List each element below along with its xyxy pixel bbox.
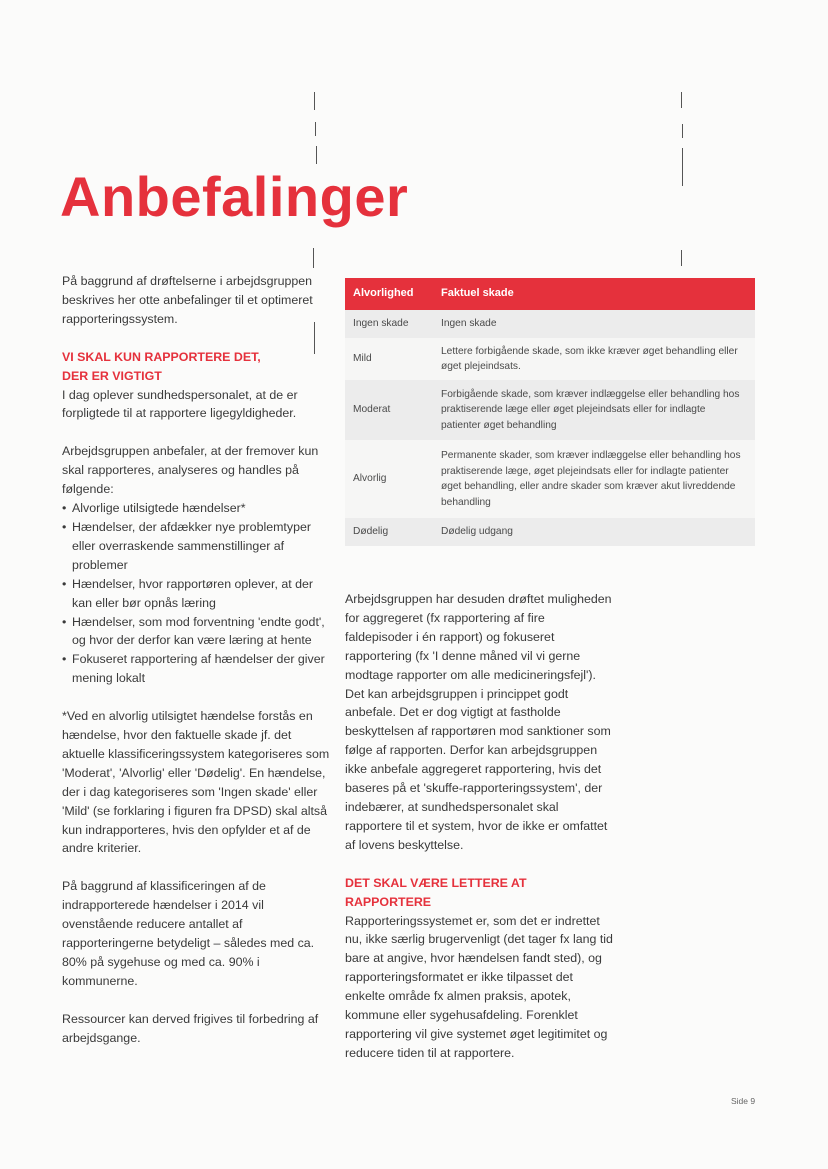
scan-line <box>681 92 682 108</box>
table-cell-description: Ingen skade <box>433 310 755 338</box>
criteria-list <box>62 499 330 688</box>
section-heading: DET SKAL VÆRE LETTERE AT RAPPORTERE <box>345 875 527 909</box>
table-cell-severity: Moderat <box>345 380 433 440</box>
table-cell-severity: Alvorlig <box>345 440 433 518</box>
table-cell-severity: Ingen skade <box>345 310 433 338</box>
paragraph: I dag oplever sundhedspersonalet, at de er forpligtede til at rapportere ligegyldigheder. <box>62 387 298 421</box>
scan-line <box>315 122 316 136</box>
scan-line <box>316 146 317 164</box>
page-title: Anbefalinger <box>60 165 409 228</box>
paragraph: På baggrund af klassificeringen af de indrapporterede hændelser i 2014 vil ovenstående reducere antallet af rapporteringerne betydeligt – således med ca. 80% på sygehuse og med ca. 90% i kommunerne. <box>62 879 315 988</box>
right-column <box>345 590 615 1082</box>
table-cell-severity: Dødelig <box>345 518 433 546</box>
footnote: *Ved en alvorlig utilsigtet hændelse forstås en hændelse, hvor den faktuelle skade jf. det aktuelle klassificeringssystem kategoriseres som 'Moderat', 'Alvorlig' eller 'Dødelig'. En hændelse, der i dag kategoriseres som 'Ingen skade' eller 'Mild' (se forklaring i figuren fra DPSD) skal altså kun indrapporteres, hvis den opfylder et af de andre kriterier. <box>62 709 330 856</box>
table-row <box>345 310 755 338</box>
table-header: Faktuel skade <box>433 278 755 310</box>
scan-line <box>313 248 314 268</box>
table-cell-description: Forbigående skade, som kræver indlæggelse eller behandling hos praktiserende læge eller øget plejeindsats eller for indlagte patienter øget behandling <box>433 380 755 440</box>
table-header: Alvorlighed <box>345 278 433 310</box>
scan-line <box>682 148 683 186</box>
scan-line <box>314 92 315 110</box>
section-heading-line-2: DER ER VIGTIGT <box>62 368 162 383</box>
scan-line <box>682 124 683 138</box>
table-row <box>345 440 755 518</box>
table-row <box>345 380 755 440</box>
table-row <box>345 338 755 380</box>
table-cell-description: Lettere forbigående skade, som ikke kræver øget behandling eller øget plejeindsats. <box>433 338 755 380</box>
paragraph: Arbejdsgruppen har desuden drøftet muligheden for aggregeret (fx rapportering af fire faldepisoder i én rapport) og fokuseret rapportering (fx 'I denne måned vil vi gerne modtage rapporter om alle medicineringsfejl'). Det kan arbejdsgruppen i princippet godt anbefale. Det er dog vigtigt at fastholde beskyttelsen af rapportøren mod sanktioner som følge af rapporten. Derfor kan arbejdsgruppen ikke anbefale aggregeret rapportering, hvis det baseres på et 'skuffe-rapporteringssystem', der indebærer, at sundhedspersonalet skal rapportere til et system, hvor de ikke er omfattet af lovens beskyttelse. <box>345 592 612 852</box>
list-item: • Fokuseret rapportering af hændelser der giver mening lokalt <box>62 650 330 688</box>
table-row <box>345 518 755 546</box>
section-heading-line-1: VI SKAL KUN RAPPORTERE DET, <box>62 349 261 364</box>
list-item: • Hændelser, der afdækker nye problemtyper eller overraskende sammenstillinger af problemer <box>62 518 330 575</box>
table-cell-description: Permanente skader, som kræver indlæggelse eller behandling hos praktiserende læge, øget plejeindsats eller for indlagte patienter øget behandling, eller andre skader som kræver akut livreddende behandling <box>433 440 755 518</box>
list-item: • Hændelser, som mod forventning 'endte godt', og hvor der derfor kan være læring at hente <box>62 613 330 651</box>
paragraph: Arbejdsgruppen anbefaler, at der fremover kun skal rapporteres, analyseres og handles på følgende: <box>62 444 319 497</box>
paragraph: Rapporteringssystemet er, som det er indrettet nu, ikke særlig brugervenligt (det tager fx lang tid bare at angive, hvor hændelsen fandt sted), og rapporteringsformatet er ikke tilpasset det enkelte område fx almen praksis, apotek, kommune eller sygehusafdeling. Forenklet rapportering vil give systemet øget legitimitet og reducere tiden til at rapportere. <box>345 913 613 1060</box>
left-column <box>62 272 330 1067</box>
scan-line <box>681 250 682 266</box>
paragraph: Ressourcer kan derved frigives til forbedring af arbejdsgange. <box>62 1011 319 1045</box>
table-cell-description: Dødelig udgang <box>433 518 755 546</box>
list-item: • Hændelser, hvor rapportøren oplever, at der kan eller bør opnås læring <box>62 575 330 613</box>
table-cell-severity: Mild <box>345 338 433 380</box>
severity-table <box>345 278 755 546</box>
intro-paragraph: På baggrund af drøftelserne i arbejdsgruppen beskrives her otte anbefalinger til et optimeret rapporteringssystem. <box>62 274 313 326</box>
page-number: Side 9 <box>731 1096 756 1106</box>
list-item: • Alvorlige utilsigtede hændelser* <box>62 499 330 518</box>
